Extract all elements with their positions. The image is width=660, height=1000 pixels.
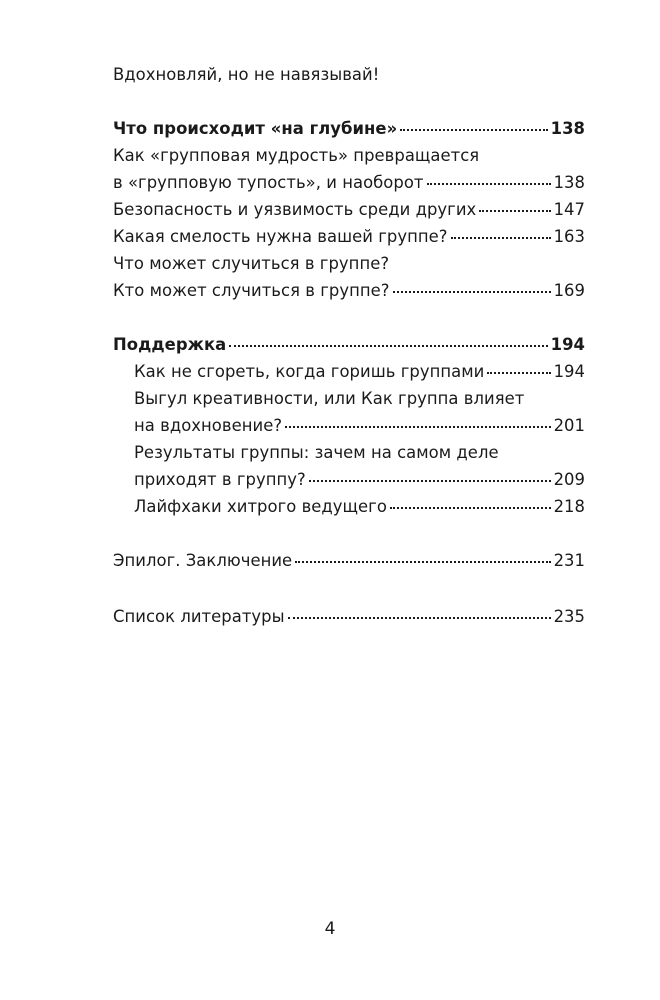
page-number: 4 (324, 919, 336, 939)
toc-entry-text: Вдохновляй, но не навязывай! (113, 65, 380, 84)
toc-entry[interactable] (134, 467, 585, 493)
toc-entry[interactable] (113, 143, 585, 169)
page-ref: 209 (553, 470, 585, 489)
toc-entry-text: Результаты группы: зачем на самом деле (134, 443, 499, 462)
page-ref: 147 (553, 200, 585, 219)
toc-entry-text: на вдохновение? (134, 416, 283, 435)
toc-entry[interactable] (113, 170, 585, 196)
toc-entry-text: Что может случиться в группе? (113, 254, 390, 273)
dot-leader (285, 426, 550, 428)
toc-entry-text: Какая смелость нужна вашей группе? (113, 227, 448, 246)
toc-section-heading-support[interactable] (113, 332, 585, 358)
page-ref: 194 (550, 335, 585, 354)
toc-entry-text: Безопасность и уязвимость среди других (113, 200, 477, 219)
dot-leader (393, 291, 551, 293)
toc-entry[interactable] (113, 224, 585, 250)
page-ref: 138 (553, 173, 585, 192)
page-ref: 218 (553, 497, 585, 516)
dot-leader (229, 345, 547, 347)
toc-entry-text: Список литературы (113, 607, 285, 626)
toc-entry-text: Кто может случиться в группе? (113, 281, 390, 300)
toc-entry[interactable] (134, 359, 585, 385)
toc-entry-text: Выгул креативности, или Как группа влияет (134, 389, 525, 408)
dot-leader (309, 480, 551, 482)
toc-entry[interactable] (113, 278, 585, 304)
toc-heading-text: Что происходит «на глубине» (113, 119, 398, 138)
page-ref: 235 (553, 607, 585, 626)
page-ref: 169 (553, 281, 585, 300)
dot-leader (487, 372, 550, 374)
toc-entry[interactable] (113, 197, 585, 223)
toc-entry[interactable] (134, 386, 585, 412)
dot-leader (400, 129, 547, 131)
dot-leader (390, 507, 551, 509)
toc-entry[interactable] (134, 494, 585, 520)
page-ref: 201 (553, 416, 585, 435)
toc-entry-text: Эпилог. Заключение (113, 551, 293, 570)
page-ref: 194 (553, 362, 585, 381)
page-ref: 138 (550, 119, 585, 138)
page-ref: 163 (553, 227, 585, 246)
dot-leader (295, 561, 550, 563)
toc-entry-text: Как «групповая мудрость» превращается (113, 146, 480, 165)
toc-entry-text: Лайфхаки хитрого ведущего (134, 497, 387, 516)
dot-leader (451, 237, 551, 239)
toc-entry-text: в «групповую тупость», и наоборот (113, 173, 424, 192)
toc-entry-bibliography[interactable] (113, 604, 585, 630)
toc-entry[interactable] (113, 251, 585, 277)
toc-entry-text: Как не сгореть, когда горишь группами (134, 362, 485, 381)
dot-leader (288, 617, 551, 619)
toc-entry-epilogue[interactable] (113, 548, 585, 574)
page-ref: 231 (553, 551, 585, 570)
dot-leader (479, 210, 550, 212)
toc-entry[interactable] (134, 440, 585, 466)
toc-entry-text: приходят в группу? (134, 470, 306, 489)
toc-section-heading-depth[interactable] (113, 116, 585, 142)
dot-leader (427, 183, 551, 185)
toc-entry-intro (113, 62, 379, 88)
toc-heading-text: Поддержка (113, 335, 227, 354)
toc-entry[interactable] (134, 413, 585, 439)
